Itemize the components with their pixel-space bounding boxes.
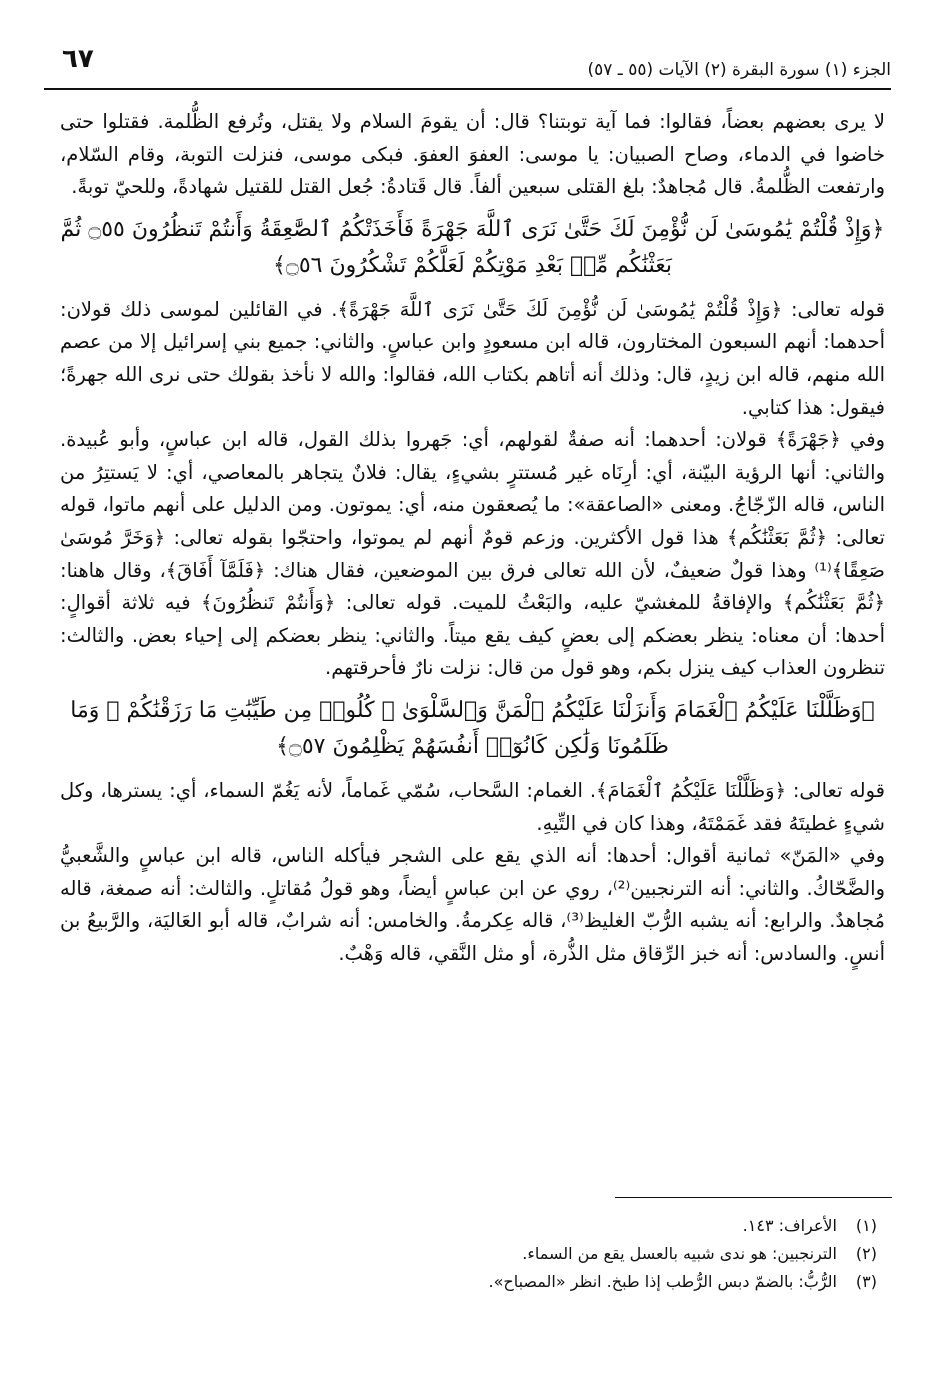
- paragraph: قوله تعالى: ﴿وَظَلَّلْنَا عَلَيْكُمُ ٱلْغَمَامَ﴾. الغمام: السَّحاب، سُمّي غَماماً، لأنه يَغُمّ السماء، أي: يسترها، وكل شيءٍ غطيتَهُ فقد غَمَمْتَهُ، وهذا كان في التِّيهِ.: [60, 778, 885, 835]
- quran-verse: ﴿وَإِذْ قُلْتُمْ يَٰمُوسَىٰ لَن نُّؤْمِنَ لَكَ حَتَّىٰ نَرَى ٱللَّهَ جَهْرَةً فَأَخَذَتْكُمُ ٱلصَّٰعِقَةُ وَأَنتُمْ تَنظُرُونَ ۝٥٥ ثُمَّ بَعَثْنَٰكُم مِّنۢ بَعْدِ مَوْتِكُمْ لَعَلَّكُمْ تَشْكُرُونَ ۝٥٦﴾: [60, 216, 885, 278]
- page-number: ٦٧: [62, 44, 94, 74]
- footnote-text: الرُّبُّ: بالضمّ دبس الرُّطب إذا طبخ. انظر «المصباح».: [488, 1272, 837, 1291]
- footnote-number: (١): [855, 1216, 877, 1235]
- body-text: [60, 106, 885, 970]
- footnote-number: (٣): [855, 1272, 877, 1291]
- footnote: [60, 1212, 877, 1240]
- footnote-divider: [615, 1197, 892, 1198]
- paragraph: وفي ﴿جَهْرَةً﴾ قولان: أحدهما: أنه صفةٌ لقولهم، أي: جَهروا بذلك القول، قاله ابن عباسٍ، وأبو عُبيدة. والثاني: أنها الرؤية البيّنة، أي: أرِنَاه غير مُستترٍ بشيءٍ، يقال: فلانٌ يتجاهر بالمعاصي، أي: لا يَستتِرُ من الناس، قاله الزّجّاجُ. ومعنى «الصاعقة»: ما يُصعقون منه، أي: يموتون. ومن الدليل على أنهم ماتوا، قوله تعالى: ﴿ثُمَّ بَعَثْنَٰكُم﴾ هذا قول الأكثرين. وزعم قومٌ أنهم لم يموتوا، واحتجّوا بقوله تعالى: ﴿وَخَرَّ مُوسَىٰ صَعِقًا﴾⁽¹⁾ وهذا قولٌ ضعيفٌ، لأن الله تعالى فرق بين الموضعين، فقال هناك: ﴿فَلَمَّآ أَفَاقَ﴾، وقال هاهنا: ﴿ثُمَّ بَعَثْنَٰكُم﴾ والإفاقةُ للمغشيّ عليه، والبَعْثُ للميت. قوله تعالى: ﴿وَأَنتُمْ تَنظُرُونَ﴾ فيه ثلاثة أقوالٍ: أحدها: أن معناه: ينظر بعضكم إلى بعضٍ كيف يقع ميتاً. والثاني: ينظر بعضكم إلى إحياء بعض. والثالث: تنظرون العذاب كيف ينزل بكم، وهو قول من قال: نزلت نارٌ فأحرقتهم.: [60, 428, 885, 680]
- footnote-text: الترنجبين: هو ندى شبيه بالعسل يقع من السماء.: [522, 1244, 837, 1263]
- footnote: [60, 1240, 877, 1268]
- paragraph: لا يرى بعضهم بعضاً، فقالوا: فما آية توبتنا؟ قال: أن يقومَ السلام ولا يقتل، وتُرفع الظُّلمة. فقتلوا حتى خاضوا في الدماء، وصاح الصبيان: يا موسى: العفوَ العفوَ. فبكى موسى، فنزلت التوبة، وقام السّلام، وارتفعت الظُّلمةُ. قال مُجاهدٌ: بلغ القتلى سبعين ألفاً. قال قَتادةُ: جُعل القتل للقتيل شهادةً، وللحيّ توبةً.: [60, 110, 885, 199]
- page-header: [44, 40, 891, 90]
- paragraph: وفي «المَنّ» ثمانية أقوال: أحدها: أنه الذي يقع على الشجر فيأكله الناس، قاله ابن عباسٍ والشَّعبيُّ والضَّحّاكُ. والثاني: أنه الترنجبين⁽²⁾، روي عن ابن عباسٍ أيضاً، وهو قولُ مُقاتلٍ. والثالث: أنه صمغة، قاله مُجاهدٌ. والرابع: أنه يشبه الرُّبّ الغليظ⁽³⁾، قاله عِكرمةُ. والخامس: أنه شرابٌ، قاله أبو العَاليَة، والرَّبيعُ بن أنسٍ. والسادس: أنه خبز الرِّقاق مثل الذُّرة، أو مثل النَّقي، قاله وَهْبٌ.: [60, 844, 886, 965]
- paragraph: قوله تعالى: ﴿وَإِذْ قُلْتُمْ يَٰمُوسَىٰ لَن نُّؤْمِنَ لَكَ حَتَّىٰ نَرَى ٱللَّهَ جَهْرَةً﴾. في القائلين لموسى ذلك قولان: أحدهما: أنهم السبعون المختارون، قاله ابن مسعودٍ وابن عباسٍ. والثاني: جميع بني إسرائيل إلا من عصم الله منهم، قاله ابن زيدٍ، قال: وذلك أنه أتاهم بكتاب الله، فقالوا: والله لا نأخذ بقولك حتى نرى الله جهرةً؛ فيقول: هذا كتابي.: [60, 297, 885, 419]
- footnote-number: (٢): [855, 1244, 877, 1263]
- footnote-text: الأعراف: ١٤٣.: [742, 1216, 837, 1235]
- running-title: الجزء (١) سورة البقرة (٢) الآيات (٥٥ ـ ٥٧): [587, 60, 891, 80]
- footnote: [60, 1268, 877, 1296]
- quran-verse: ﴿وَظَلَّلْنَا عَلَيْكُمُ ٱلْغَمَامَ وَأَنزَلْنَا عَلَيْكُمُ ٱلْمَنَّ وَٱلسَّلْوَىٰ ۖ كُلُوا۟ مِن طَيِّبَٰتِ مَا رَزَقْنَٰكُمْ ۖ وَمَا ظَلَمُونَا وَلَٰكِن كَانُوٓا۟ أَنفُسَهُمْ يَظْلِمُونَ ۝٥٧﴾: [70, 697, 875, 759]
- footnotes: [60, 1212, 877, 1296]
